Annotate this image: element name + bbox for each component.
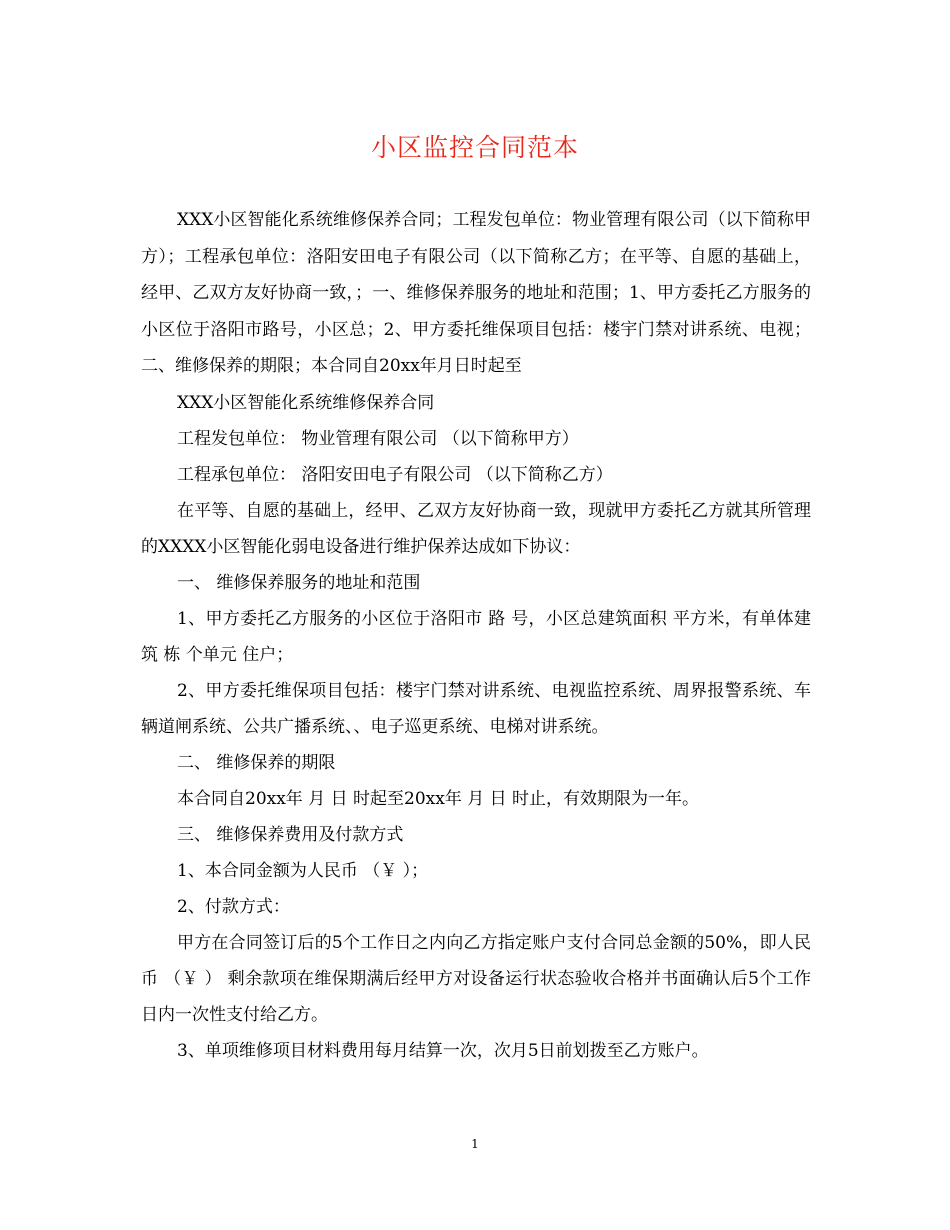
paragraph-material-settlement: 3、单项维修项目材料费用每月结算一次，次月5日前划拨至乙方账户。 — [177, 1040, 709, 1061]
page-number: 1 — [471, 1137, 479, 1151]
paragraph-payment-terms: 甲方在合同签订后的5个工作日之内向乙方指定账户支付合同总金额的50%，即人民币 （￥ ） 剩余款项在维保期满后经甲方对设备运行状态验收合格并书面确认后5个工作日内一次性支付给乙方。 — [141, 932, 811, 1025]
document-title: 小区监控合同范本 — [370, 133, 579, 162]
document-body — [141, 202, 811, 1069]
paragraph-scope-address: 1、甲方委托乙方服务的小区位于洛阳市 路 号，小区总建筑面积 平方米，有单体建筑 栋 个单元 住户； — [141, 608, 811, 665]
section-heading-payment: 三、 维修保养费用及付款方式 — [177, 824, 404, 845]
section-heading-scope: 一、 维修保养服务的地址和范围 — [177, 572, 421, 593]
section-heading-term: 二、 维修保养的期限 — [177, 752, 336, 773]
paragraph-contract-name: XXX小区智能化系统维修保养合同 — [177, 392, 435, 413]
paragraph-party-a: 工程发包单位： 物业管理有限公司 （以下简称甲方） — [177, 428, 579, 449]
paragraph-scope-items: 2、甲方委托维保项目包括：楼宇门禁对讲系统、电视监控系统、周界报警系统、车辆道闸系统、公共广播系统、、电子巡更系统、电梯对讲系统。 — [141, 680, 811, 737]
paragraph-term: 本合同自20xx年 月 日 时起至20xx年 月 日 时止，有效期限为一年。 — [177, 788, 700, 809]
paragraph-party-b: 工程承包单位： 洛阳安田电子有限公司 （以下简称乙方） — [177, 464, 613, 485]
paragraph-preamble: 在平等、自愿的基础上，经甲、乙双方友好协商一致，现就甲方委托乙方就其所管理的XXXX小区智能化弱电设备进行维护保养达成如下协议： — [141, 500, 811, 557]
paragraph-summary: XXX小区智能化系统维修保养合同；工程发包单位：物业管理有限公司（以下简称甲方）；工程承包单位：洛阳安田电子有限公司（以下简称乙方；在平等、自愿的基础上，经甲、乙双方友好协商一致，；一、维修保养服务的地址和范围；1、甲方委托乙方服务的小区位于洛阳市路号，小区总；2、甲方委托维保项目包括：楼宇门禁对讲系统、电视；二、维修保养的期限；本合同自20xx年月日时起至 — [141, 210, 811, 376]
paragraph-payment-method-label: 2、付款方式： — [177, 896, 290, 917]
paragraph-contract-amount: 1、本合同金额为人民币 （￥ ）； — [177, 860, 429, 881]
